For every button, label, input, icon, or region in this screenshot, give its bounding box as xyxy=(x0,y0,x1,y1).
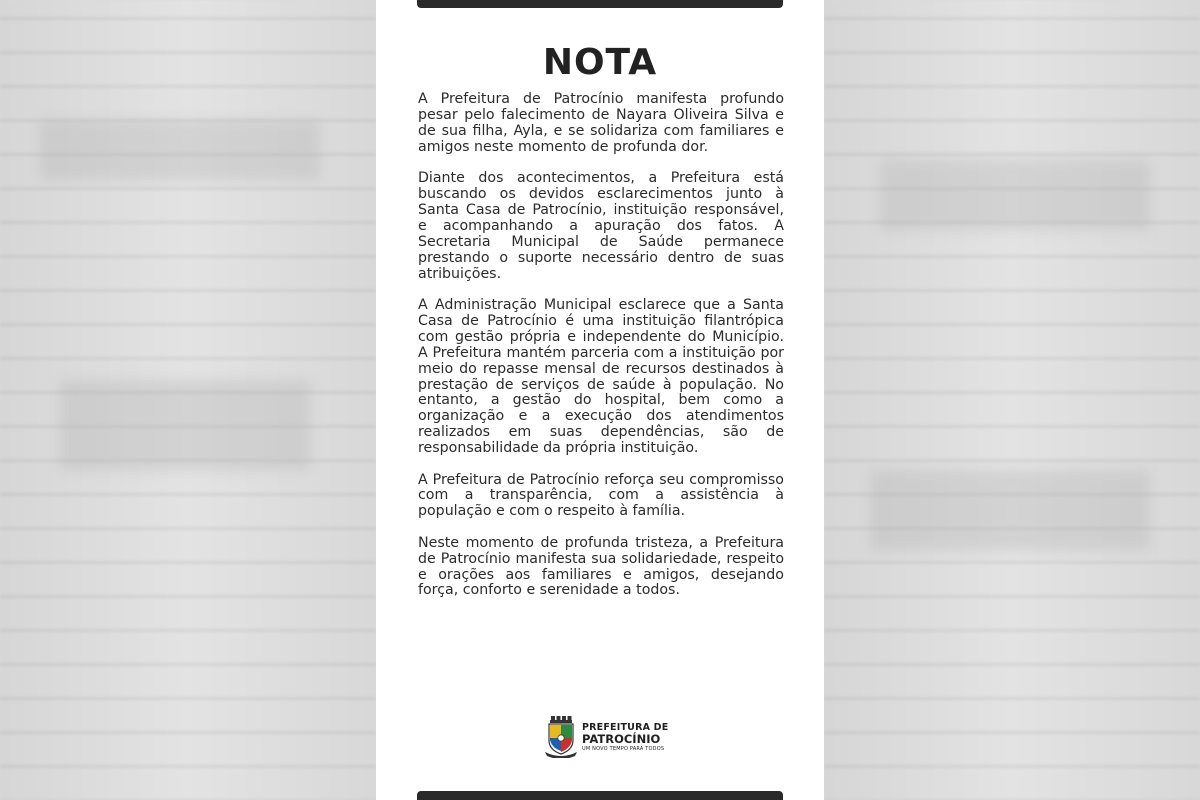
top-bar xyxy=(417,0,783,8)
blurred-shape xyxy=(870,470,1150,550)
note-title: NOTA xyxy=(542,42,658,83)
paragraph: A Prefeitura de Patrocínio reforça seu compromisso com a transparência, com a assistência à população e com o respeito à família. xyxy=(418,471,784,520)
paragraph: A Prefeitura de Patrocínio manifesta profundo pesar pelo falecimento de Nayara Oliveira Silva e de sua filha, Ayla, e se solidariza com familiares e amigos neste momento de profunda dor. xyxy=(418,91,784,155)
blurred-shape xyxy=(40,120,320,180)
logo-line-1: PREFEITURA DE xyxy=(582,722,669,733)
bottom-bar xyxy=(417,791,783,800)
paragraph: Neste momento de profunda tristeza, a Prefeitura de Patrocínio manifesta sua solidariedade, respeito e orações aos familiares e amigos, desejando força, conforto e serenidade a todos. xyxy=(418,534,784,599)
logo-line-2: PATROCÍNIO xyxy=(582,732,661,746)
logo-tagline: UM NOVO TEMPO PARA TODOS xyxy=(582,746,665,752)
logo-text xyxy=(582,722,668,753)
paragraph: A Administração Municipal esclarece que a Santa Casa de Patrocínio é uma instituição filantrópica com gestão própria e independente do Município. A Prefeitura mantém parceria com a instituição por meio do repasse mensal de recursos destinados à prestação de serviços de saúde à população. No entanto, a gestão do hospital, bem como a organização e a execução dos atendimentos realizados em suas dependências, são de responsabilidade da própria instituição. xyxy=(418,296,784,457)
municipal-crest-icon xyxy=(544,716,578,758)
note-body xyxy=(418,92,784,615)
blurred-shape xyxy=(60,380,310,470)
note-document xyxy=(376,0,824,800)
prefeitura-logo xyxy=(544,716,674,762)
blurred-shape xyxy=(880,160,1150,230)
paragraph: Diante dos acontecimentos, a Prefeitura está buscando os devidos esclarecimentos junto à Santa Casa de Patrocínio, instituição responsável, e acompanhando a apuração dos fatos. A Secretaria Municipal de Saúde permanece prestando o suporte necessário dentro de suas atribuições. xyxy=(418,170,784,282)
blurred-background-right xyxy=(824,0,1200,800)
